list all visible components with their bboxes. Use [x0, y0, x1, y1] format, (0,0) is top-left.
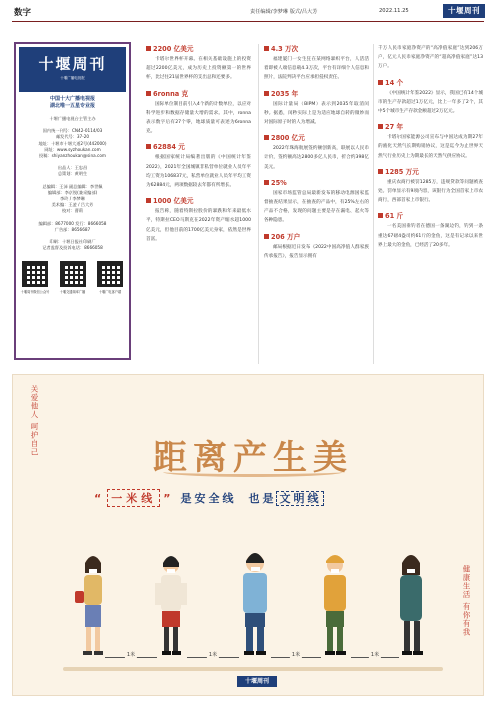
article-body: 卡塔尔国家能源公司宣布与中国达成为期27年的液化天然气长期购销协议，这是迄今为止世界天然气行业历史上为期最长的天然气供应协议。	[378, 135, 483, 159]
slogan-line: 湖北唯一五星专业报	[49, 103, 95, 109]
editors-line: 责任编辑/李梦琳 版式/吕大芳	[250, 9, 318, 15]
ground-line	[63, 667, 443, 671]
article-item	[378, 122, 483, 161]
article-body: 国际单位制目前引入4个新的计数单位，以应对科学进步和数据存储量大增的需求。其中，ronna表示数字后有27个零，地球质量可表述为6ronna克。	[146, 101, 251, 135]
distance-marker	[351, 653, 399, 663]
distance-label: 1米	[126, 652, 136, 658]
article-item	[378, 211, 483, 250]
article-item	[264, 133, 369, 172]
article-item	[264, 178, 369, 226]
info-line: 记者监督及投诉电话：8666058	[42, 245, 103, 251]
article-headline: 2800 亿元	[264, 133, 369, 144]
person-figure	[400, 555, 423, 655]
section-name: 数字	[14, 8, 32, 18]
article-body: 《中国统计年鉴2022》显示，我国已有14个城市的生产存款超过1万亿元，比上一年多了2个，其中5个城市生产存款金额超过2万亿元。	[378, 90, 483, 115]
article-column-2	[264, 44, 369, 267]
article-headline: 1000 亿美元	[146, 196, 251, 207]
article-item	[378, 44, 483, 72]
header-rule	[12, 21, 484, 22]
tagline-end-prefix: 也是	[248, 492, 277, 505]
tagline-middle: 是安全线	[180, 492, 237, 505]
qr-code-item[interactable]	[57, 261, 89, 294]
article-body: 报告称，随着特斯拉股价的暴跌和年来最低水平，特斯拉CEO马斯克在2022年资产缩水超1000亿美元，但他目前的1700亿美元身家，依然是世界首富。	[146, 209, 251, 242]
slogan	[19, 96, 126, 110]
info-line: 李玲 / 李梦琳	[59, 196, 85, 202]
info-line: 国内统一刊号：CN42-0114/03	[42, 128, 103, 134]
qr-label: 十堰周刊微信公众号	[20, 290, 50, 295]
slogan-line: 中国十大广播电视报	[49, 96, 95, 102]
info-line: 美术编：王凌 / 吕大芳	[51, 202, 94, 208]
tagline-end-highlight: 文明线	[276, 491, 324, 506]
article-headline: 206 万户	[264, 232, 369, 243]
article-headline: 27 年	[378, 122, 483, 133]
column-divider	[258, 44, 259, 364]
distance-marker	[271, 653, 321, 663]
info-line: 编辑部：李京锐(兼采编部)	[47, 189, 98, 195]
info-line: 印刷：十堰日报社印刷厂	[49, 239, 96, 245]
masthead-title: 十堰周刊	[38, 55, 107, 73]
info-block-publisher	[19, 165, 126, 177]
side-slogan-right: 健康生活 有你有我	[462, 565, 471, 637]
article-item	[146, 196, 251, 244]
qr-code-item[interactable]	[94, 261, 126, 294]
article-body: 重庆农商行被罚1285万，违规贷款等问题被查处。罚单显示有9项内容，该银行为全国首家上市农商行，西部首家上市银行。	[378, 179, 483, 204]
feature-illustration	[12, 374, 484, 696]
article-body: 国家市场监管总局最新发布的移动电源国家监督抽查结果显示，在抽查的产品中，有25%左右的产品不合格，发现的问题主要是存在漏电、起火等各种隐患。	[264, 190, 369, 224]
article-column-1	[146, 44, 251, 250]
distance-label: 1米	[291, 652, 301, 658]
website-link[interactable]: 网址：www.syzhoukan.com	[44, 146, 101, 152]
article-item	[264, 232, 369, 261]
person-figure	[324, 555, 346, 655]
publication-info-panel	[14, 42, 131, 360]
person-figure	[75, 556, 103, 655]
distance-marker	[105, 653, 157, 663]
info-line: 编辑部：8677000 发行：8666058	[38, 220, 107, 226]
distance-marker	[187, 653, 239, 663]
article-headline: 61 斤	[378, 211, 483, 222]
distance-label: 1米	[208, 652, 218, 658]
article-body: 根据国家统计局编著出版的《中国统计年鉴2022》，2021年全国城镇非私营单位就业人员年平均工资为106837元，私营单位就业人员年平均工资为62884元，两项数据较去年都有所增长。	[146, 155, 251, 189]
person-figure	[243, 553, 267, 655]
feature-badge: 十堰周刊	[237, 676, 277, 687]
article-headline: 6ronna 克	[146, 89, 251, 100]
info-line: 校对：曹莉	[62, 208, 83, 214]
column-divider	[373, 44, 374, 364]
distance-label: 1米	[370, 652, 380, 658]
qr-code-icon[interactable]	[97, 261, 123, 287]
article-item	[264, 44, 369, 83]
article-headline: 4.3 万次	[264, 44, 369, 55]
info-line: 邮发代号：37-20	[55, 134, 90, 140]
info-block-staff	[19, 184, 126, 215]
article-item	[146, 142, 251, 190]
queue-illustration	[63, 543, 443, 671]
quote-close: ”	[163, 491, 174, 505]
side-slogan-left: 关爱他人 呵护自己	[30, 385, 39, 457]
info-line: 广告部：8656687	[54, 226, 91, 232]
page-header	[0, 0, 494, 22]
article-body: 一名美国垂钓者在德国一条湖边钓，钓到一条重达67磅4盎司约61斤的金鱼，这是有记录以来世界上最大的金鱼，已经活了20多年。	[378, 224, 483, 248]
info-line: 总策划：黄明生	[57, 171, 88, 177]
article-item	[146, 44, 251, 83]
article-item	[378, 78, 483, 117]
qr-code-icon[interactable]	[60, 261, 86, 287]
article-body: 邮局根据近日发布《2022中国高净值人群家族传承报告》，报告显示拥有	[264, 244, 369, 259]
info-block-phones	[19, 221, 126, 233]
quote-open: “	[94, 491, 105, 505]
article-body: 千万人民币家庭净资产的“高净值家庭”达到206万户，亿元人民币家庭净资产的“超高净值家庭”达13万户。	[378, 46, 483, 70]
info-block-print	[19, 239, 126, 251]
header-masthead: 十堰周刊	[443, 4, 485, 18]
tagline-highlight: 一米线	[107, 489, 160, 507]
article-headline: 2200 亿美元	[146, 44, 251, 55]
article-body: 2022年珠海航展签约额创新高，联展以人民币计价，签约额高达2800多亿人民币，折合约398亿美元。	[264, 146, 369, 170]
info-block-contact	[19, 128, 126, 159]
info-line: 出品人：王忠昌	[57, 165, 88, 171]
article-headline: 62884 元	[146, 142, 251, 153]
tagline	[91, 489, 421, 507]
feature-title: 距离产生美	[153, 438, 353, 478]
article-item	[378, 167, 483, 206]
tagline-end	[248, 490, 324, 506]
article-item	[264, 89, 369, 128]
sponsor-line: 十堰广播电视台主管主办	[49, 116, 96, 121]
person-figure	[155, 556, 187, 655]
qr-code-icon[interactable]	[22, 261, 48, 287]
article-item	[146, 89, 251, 137]
info-line: 地址：十堰市十堰大道2号(442000)	[38, 140, 107, 146]
issue-date: 2022.11.25	[379, 8, 409, 14]
info-line: 总编辑：王沛 副总编辑：李世佩	[42, 183, 103, 189]
article-column-3	[378, 44, 483, 256]
qr-label: 十堰广电客户端	[98, 290, 122, 295]
article-headline: 25%	[264, 178, 369, 189]
email-link[interactable]: 投稿：shiyanzhoukan@sina.com	[39, 153, 106, 159]
article-body: 福建厦门一女生狂在某网络暴织平台，人活活着即被人端信息载4.3万次，平台有详细个人信息和照片，法院判决平台应承担侵权责任。	[264, 57, 369, 81]
qr-code-row	[19, 261, 126, 294]
info-masthead	[19, 47, 126, 92]
article-headline: 14 个	[378, 78, 483, 89]
qr-label: 十堰交通频率广播	[59, 290, 86, 295]
people-svg	[63, 543, 443, 663]
article-body: 国际计量局（BIPM）表示到2035年取消闰秒。据悉，闰秒实际上是为适应地球自转的微妙而对国际原子时的人为增减。	[264, 101, 369, 126]
article-body: 卡塔尔世界杯开幕。在相关基础设施上的投资超过2200亿美元，成为历史上投资额第一的世界杯，比过往21届世界杯的支出总和还要多。	[146, 57, 251, 81]
article-headline: 1285 万元	[378, 167, 483, 178]
masthead-subtitle: 十堰广播电视报	[60, 76, 85, 80]
article-headline: 2035 年	[264, 89, 369, 100]
qr-code-item[interactable]	[19, 261, 51, 294]
title-swoosh	[163, 467, 343, 477]
